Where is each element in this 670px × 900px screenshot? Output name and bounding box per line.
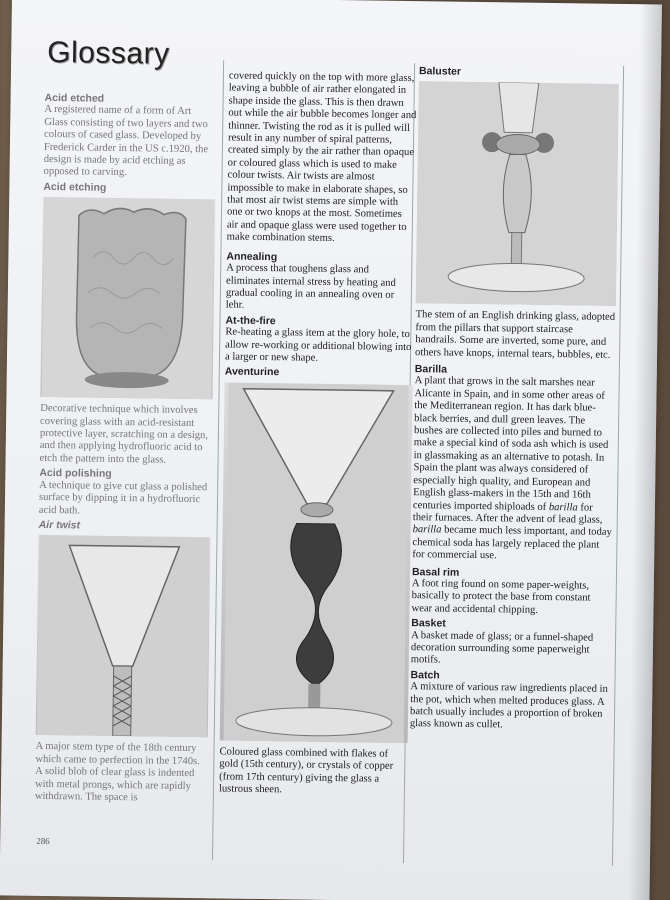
entry-heading: Acid etching [43, 180, 107, 194]
acid-etched-vase-photo [40, 197, 215, 399]
page-gutter-shadow [627, 4, 662, 900]
vase-illustration [40, 197, 215, 399]
page-number: 286 [36, 835, 50, 847]
entry-text: covered quickly on the top with more glass, leaving a bubble of air rather elongated in shape inside the glass. This is then drawn out while the air bubble becomes longer and thinner. Twisting the rod as it is pulled will result in any number of spiral patterns, created simply by the air rather than opaque or coloured glass which is used to make colour twists. Air twists are almost impossible to make in elaborate shapes, so that most air twist stems are simple with one or two knops at the most. Sometimes air and opaque glass were used together to make combination stems. [226, 70, 417, 245]
entry-heading: Acid polishing [39, 467, 112, 481]
entry-heading: Basket [411, 617, 446, 630]
entry-text: A basket made of glass; or a funnel-shaped decoration surrounding some paperweight motifs. [410, 629, 594, 666]
entry-text: Coloured glass combined with flakes of gold (15th century), or crystals of copper (from 17th century) giving the glass a lustrous sheen. [218, 746, 394, 796]
entry-heading: Aventurine [224, 365, 280, 379]
baluster-glass-illustration [416, 82, 619, 307]
column-2 [219, 70, 417, 800]
entry-heading: Barilla [414, 363, 448, 376]
entry-heading: Annealing [226, 250, 278, 263]
baluster-glass-photo [416, 82, 619, 307]
entry-text: A foot ring found on some paper-weights, basically to protect the base from constant wear and accidental chipping. [411, 578, 591, 616]
page-title: Glossary [47, 35, 170, 71]
column-1 [35, 92, 217, 808]
entry-text: A registered name of a form of Art Glass consisting of two layers and two colours of cased glass. Developed by Frederick Carder in the US c.1920, the design is made by acid etching as opposed to carving. [43, 104, 209, 179]
entry-text: Re-heating a glass item at the glory hole, to allow re-working or additional blowing into a larger or new shape. [224, 326, 412, 364]
entry-text: A process that toughens glass and eliminates internal stress by heating and gradual cooling in an annealing oven or lehr. [225, 262, 396, 312]
entry-heading: Acid etched [44, 91, 105, 105]
entry-heading: Baluster [418, 65, 462, 78]
column-3 [410, 65, 619, 736]
entry-text: A major stem type of the 18th century which came to perfection in the 1740s. A solid blob of clear glass is indented with metal prongs, which are rapidly withdrawn. The space is [34, 741, 200, 804]
entry-text: A technique to give cut glass a polished surface by dipping it in a hydrofluoric acid bath. [38, 479, 208, 516]
aventurine-goblet-photo [220, 382, 413, 743]
entry-heading: At-the-fire [225, 314, 276, 327]
entry-text: A plant that grows in the salt marshes near Alicante in Spain, and in some other areas of the Mediterranean region. It has dark blue-black berries, and dull green leaves. The bushes are collected into piles and burned to make a special kind of soda ash which is used in glassmaking as an alternative to potash. In Spain the plant was always considered of especially high quality, and European and English glass-makers in the 15th and 16th centuries imported shiploads of barilla for their furnaces. After the advent of lead glass, barilla became much less important, and today chemical soda has largely replaced the plant for commercial use. [412, 375, 612, 562]
entry-text: The stem of an English drinking glass, adopted from the pillars that support staircase handrails. Some are inverted, some pure, and others have knops, internal tears, bubbles, etc. [415, 309, 616, 361]
entry-text: Decorative technique which involves covering glass with an acid-resistant protective layer, scratching on a design, and then applying hydrofluoric acid to etch the pattern into the glass. [39, 403, 209, 466]
air-twist-glass-illustration [36, 535, 211, 737]
entry-text: A mixture of various raw ingredients placed in the pot, which when melted produces glass. A batch usually includes a proportion of broken glass known as cullet. [409, 681, 608, 731]
entry-heading: Air twist [38, 518, 81, 532]
aventurine-goblet-illustration [220, 382, 413, 743]
entry-heading: Batch [410, 668, 440, 682]
entry-heading: Basal rim [411, 565, 460, 579]
air-twist-glass-photo [36, 535, 211, 737]
